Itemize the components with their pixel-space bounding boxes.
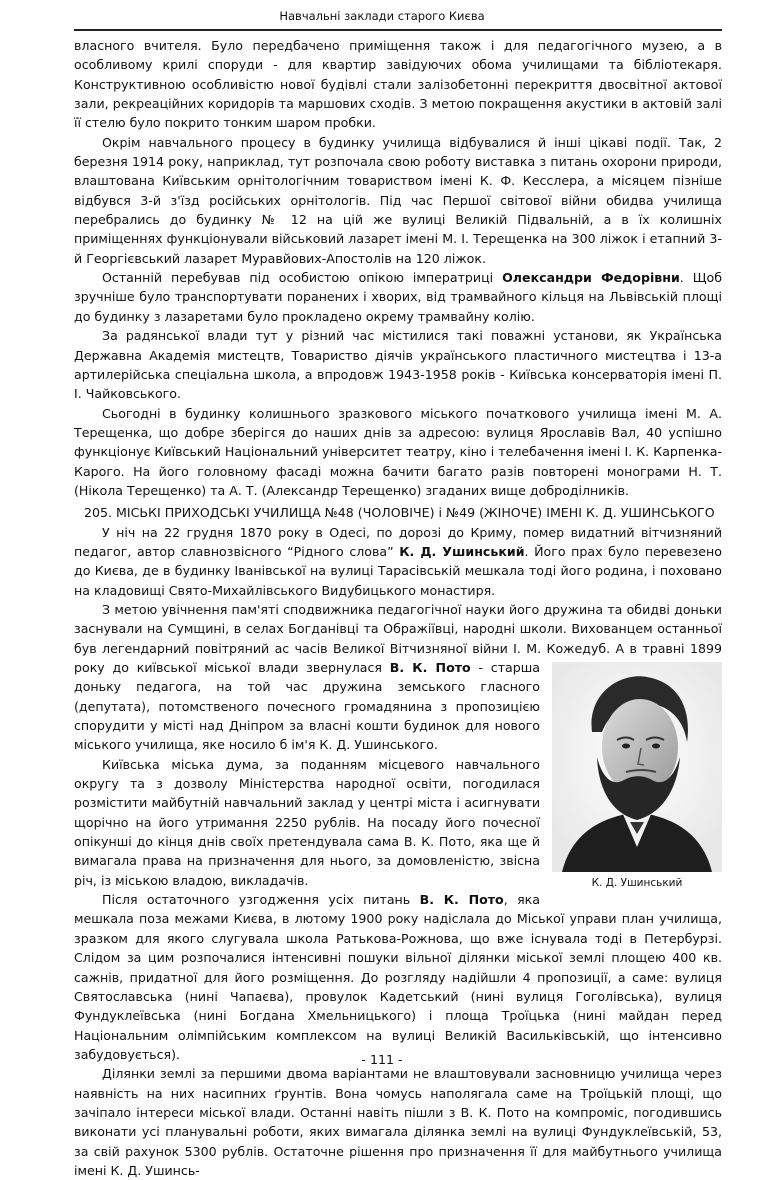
paragraph-3-text-end: . Щоб зручніше було транспортувати поранених і хворих, від трамвайного кільця на Львівській площі до будинку з лазаретами було прокладено окрему трамвайну колію. [74, 270, 722, 324]
running-header: Навчальні заклади старого Києва [279, 9, 485, 23]
poto-name-2: В. К. Пото [419, 892, 504, 908]
portrait-caption: К. Д. Ушинський [591, 877, 683, 889]
paragraph-2: Окрім навчального процесу в будинку училища відбувалися й інші цікаві події. Так, 2 березня 1914 року, наприклад, тут розпочала свою роботу виставка з питань охорони природи, влаштована Київським орнітологічним товариством імені К. Ф. Кесслера, а місяцем пізніше відбувся 3-й з'їзд російських орнітологів. Під час Першої світової війни обидва училища перебрались до будинку № 12 на цій же вулиці Великій Підвальній, а в їх колишніх приміщеннях функціонували військовий лазарет імені М. І. Терещенка на 300 ліжок і етапний 3-й Георгієвський лазарет Муравйових-Апостолів на 120 ліжок. [74, 134, 722, 266]
page-number: - 111 - [361, 1052, 403, 1067]
paragraph-6-text-end: . Його прах було перевезено до Києва, де в будинку Іванівської на вулиці Тарасівській мешкала тоді його родина, і поховано на кладовищі Свято-Михайлівського Видубицького монастиря. [74, 543, 722, 598]
paragraph-6 [74, 523, 722, 600]
portrait-figure [552, 662, 722, 891]
paragraph-7-text-end: - старша доньку педагога, на той час дружина земського гласного (депутата), потомственого почесного громадянина з пропозицією спорудити у місті над Дніпром за власні кошти будинок для нового міського училища, яке носило б ім'я К. Д. Ушинського. [74, 660, 540, 753]
portrait-image [552, 662, 722, 872]
paragraph-1: власного вчителя. Було передбачено приміщення також і для педагогічного музею, а в особливому крилі споруди - для квартир завідуючих обома училищами та бібліотекаря. Конструктивною особливістю нової будівлі стали залізобетонні перекриття двосвітної актової зали, рекреаційних коридорів та маршових сходів. З метою покращення акустики в актовій залі її стелю було покрито тонким шаром пробки. [74, 38, 722, 131]
empress-name: Олександри Федорівни [502, 270, 680, 286]
paragraph-6-text: У ніч на 22 грудня 1870 року в Одесі, по дорозі до Криму, помер видатний вітчизняний педагог, автор славнозвісного “Рідного слова” [74, 524, 722, 559]
paragraph-10: Ділянки землі за першими двома варіантами не влаштовували засновницю училища через наявність на них насипних ґрунтів. Вона чомусь наполягала саме на Троїцькій площі, що зачіпало інтереси міської влади. Останні навіть пішли з В. К. Пото на компроміс, погодившись виконати усі планувальні роботи, яких вимагала ділянка землі на вулиці Фундуклеївській, 53, за свій рахунок 5300 рублів. Остаточне рішення про призначення її для майбутнього училища імені К. Д. Ушинсь- [74, 1066, 722, 1178]
paragraph-3-text: Останній перебував під особистою опікою імператриці [102, 270, 503, 286]
poto-name: В. К. Пото [389, 660, 471, 675]
paragraph-9 [74, 890, 722, 1064]
page-body [74, 36, 722, 1180]
paragraph-3 [74, 268, 722, 326]
paragraph-9-text-end: , яка мешкала поза межами Києва, в лютому 1900 року надіслала до Міської управи план училища, зразком для якого слугувала школа Ратькова-Рожнова, що вже існувала тоді в Петербурзі. Слідом за цим розпочалися інтенсивні пошуки вільної ділянки міської землі площею 400 кв. сажнів, придатної для його розміщення. До розгляду надійшли 4 пропозиції, а саме: вулиця Святославська (нині Чапаєва), провулок Кадетський (нині вулиця Гоголівська), вулиця Фундуклеївська (нині Богдана Хмельницького) і площа Троїцька (нині майдан перед Національним олімпійським комплексом на вулиці Великій Васильківській, що інтенсивно забудовується). [74, 892, 722, 1062]
paragraph-5: Сьогодні в будинку колишнього зразкового міського початкового училища імені М. А. Терещенка, що добре зберігся до наших днів за адресою: вулиця Ярославів Вал, 40 успішно функціонує Київський Національний університет театру, кіно і телебачення імені І. К. Карпенка-Карого. На його головному фасаді можна бачити багато разів повторені монограми Н. Т. (Нікола Терещенко) та А. Т. (Александр Терещенко) згадaних вище доброділників. [74, 405, 722, 498]
header-rule [74, 29, 722, 31]
paragraph-8: Київська міська дума, за поданням місцевого навчального округу та з дозволу Міністерства народної освіти, погодилася розмістити майбутній навчальний заклад у центрі міста і асигнувати щорічно на його утримання 2250 рублів. На посаду його почесної опікунші до кінця днів своїх претендувала сама В. К. Пото, яка ще й вимагала права на призначення для нього, за домовленістю, звісна річ, із міською владою, викладачів. [74, 756, 540, 888]
paragraph-4: За радянської влади тут у різний час містилися такі поважні установи, як Українська Державна Академія мистецтв, Товариство діячів українського пластичного мистецтва і 13-а артилерійська спеціальна школа, а впродовж 1943-1958 років - Київська консерваторія імені П. І. Чайковського. [74, 328, 722, 402]
ushynsky-name: К. Д. Ушинський [399, 543, 525, 559]
paragraph-9-text: Після остаточного узгодження усіх питань [102, 892, 420, 908]
paragraph-7-text: З метою увічнення пам'яті сподвижника педагогічної науки його дружина та обидві доньки заснували на Сумщині, в селах Богданівці та Ображіївці, народні школи. Вихованцем останньої був легендарний повітряний ас часів Великої Вітчизняної війни І. М. Кожедуб. А в травні 1899 року до київської міської влади звернулася [74, 601, 722, 675]
section-heading: 205. МІСЬКІ ПРИХОДСЬКІ УЧИЛИЩА №48 (ЧОЛОВІЧЕ) і №49 (ЖІНОЧЕ) ІМЕНІ К. Д. УШИНСЬКОГО [84, 505, 715, 521]
